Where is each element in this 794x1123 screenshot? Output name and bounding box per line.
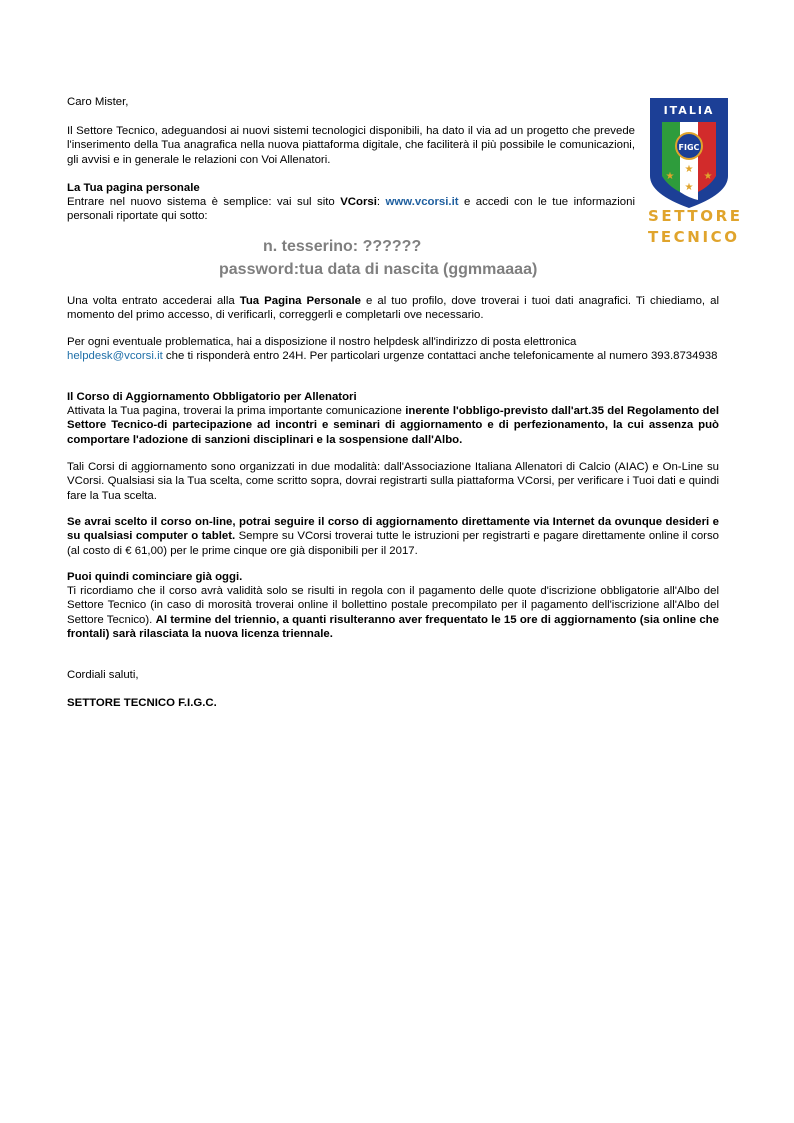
course-heading: Il Corso di Aggiornamento Obbligatorio per Allenatori	[67, 391, 357, 403]
personal-page-heading: La Tua pagina personale	[67, 182, 200, 194]
online-normal: Sempre su VCorsi troverai tutte le istruzioni per registrarti e pagare direttamente online il corso (al costo di € 61,00) per le prime cinque ore già disponibili per il 2017.	[67, 530, 719, 557]
logo-line-settore: SETTORE	[648, 207, 743, 225]
star-icon: ★	[684, 164, 694, 175]
course-text: Attivata la Tua pagina, troverai la prima importante comunicazione	[67, 405, 406, 417]
helpdesk-email-link[interactable]: helpdesk@vcorsi.it	[67, 350, 163, 363]
badge-text: FIGC	[678, 143, 700, 152]
personal-text-after: e accedi con le tue informazioni personali riportate qui sotto:	[67, 196, 635, 223]
course-bold-text: inerente l'obbligo-previsto dall'art.35 del Regolamento del Settore Tecnico-di partecipazione ad incontri e seminari di aggiornamento e di perfezionamento, la cui assenza può comportare l'adozione di sanzioni disciplinari e la sospensione dall'Albo.	[67, 405, 719, 446]
logo-top-word: ITALIA	[663, 104, 715, 117]
greeting: Caro Mister,	[67, 96, 129, 108]
logo-line-tecnico: TECNICO	[648, 228, 740, 246]
helpdesk-paragraph	[67, 335, 719, 364]
helpdesk-after: che ti risponderà entro 24H. Per particolari urgenze contattaci anche telefonicamente al numero 393.8734938	[162, 350, 718, 363]
closing: Cordiali saluti,	[67, 669, 139, 681]
modes-paragraph: Tali Corsi di aggiornamento sono organizzati in due modalità: dall'Associazione Italiana Allenatori di Calcio (AIAC) e On-Line su VCorsi. Qualsiasi sia la Tua scelta, come scritto sopra, dovrai registrarti sulla piattaforma VCorsi, per verificare i Tuoi dati e quindi fare la Tua scelta.	[67, 461, 719, 502]
online-bold: Se avrai scelto il corso on-line, potrai seguire il corso di aggiornamento direttamente via Internet da ovunque desideri e su qualsiasi computer o tablet.	[67, 516, 719, 543]
star-icon: ★	[684, 182, 694, 193]
access-bold: Tua Pagina Personale	[239, 295, 361, 307]
tesserino-line: n. tesserino: ??????	[263, 238, 422, 255]
start-paragraph	[67, 584, 719, 642]
personal-text-before: Entrare nel nuovo sistema è semplice: vai sul sito	[67, 196, 341, 208]
access-before: Una volta entrato accederai alla	[67, 295, 240, 307]
star-icon: ★	[665, 171, 675, 182]
password-line: password:tua data di nascita (ggmmaaaa)	[219, 261, 538, 278]
intro-paragraph: Il Settore Tecnico, adeguandosi ai nuovi sistemi tecnologici disponibili, ha dato il via ad un progetto che prevede l'inserimento della Tua anagrafica nella nuova piattaforma digitale, che faciliterà il più possibile le comunicazioni, gli avvisi e in generale le relazioni con Voi Allenatori.	[67, 125, 635, 166]
start-heading: Puoi quindi cominciare già oggi.	[67, 571, 243, 583]
site-name: VCorsi	[340, 196, 377, 208]
online-paragraph	[67, 515, 719, 558]
course-paragraph	[67, 404, 719, 447]
personal-page-paragraph	[67, 195, 635, 224]
start-normal: Ti ricordiamo che il corso avrà validità solo se risulti in regola con il pagamento delle quote d'iscrizione obbligatorie all'Albo del Settore Tecnico (in caso di morosità troverai online il bollettino postale precompilato per il pagamento dell'iscrizione all'Albo del Settore Tecnico).	[67, 585, 719, 626]
star-icon: ★	[703, 171, 713, 182]
start-bold: Al termine del triennio, a quanti risulteranno aver frequentato le 15 ore di aggiornamento (sia online che frontali) sarà rilasciata la nuova licenza triennale.	[67, 613, 719, 641]
helpdesk-before: Per ogni eventuale problematica, hai a disposizione il nostro helpdesk all'indirizzo di posta elettronica	[67, 336, 577, 348]
access-paragraph	[67, 294, 719, 323]
access-after: e al tuo profilo, dove troverai i tuoi dati anagrafici. Ti chiediamo, al momento del primo accesso, di verificarli, correggerli e completarli ove necessario.	[67, 295, 719, 322]
vcorsi-link[interactable]: www.vcorsi.it	[385, 196, 459, 208]
signature: SETTORE TECNICO F.I.G.C.	[67, 697, 217, 709]
site-colon: :	[376, 196, 386, 208]
